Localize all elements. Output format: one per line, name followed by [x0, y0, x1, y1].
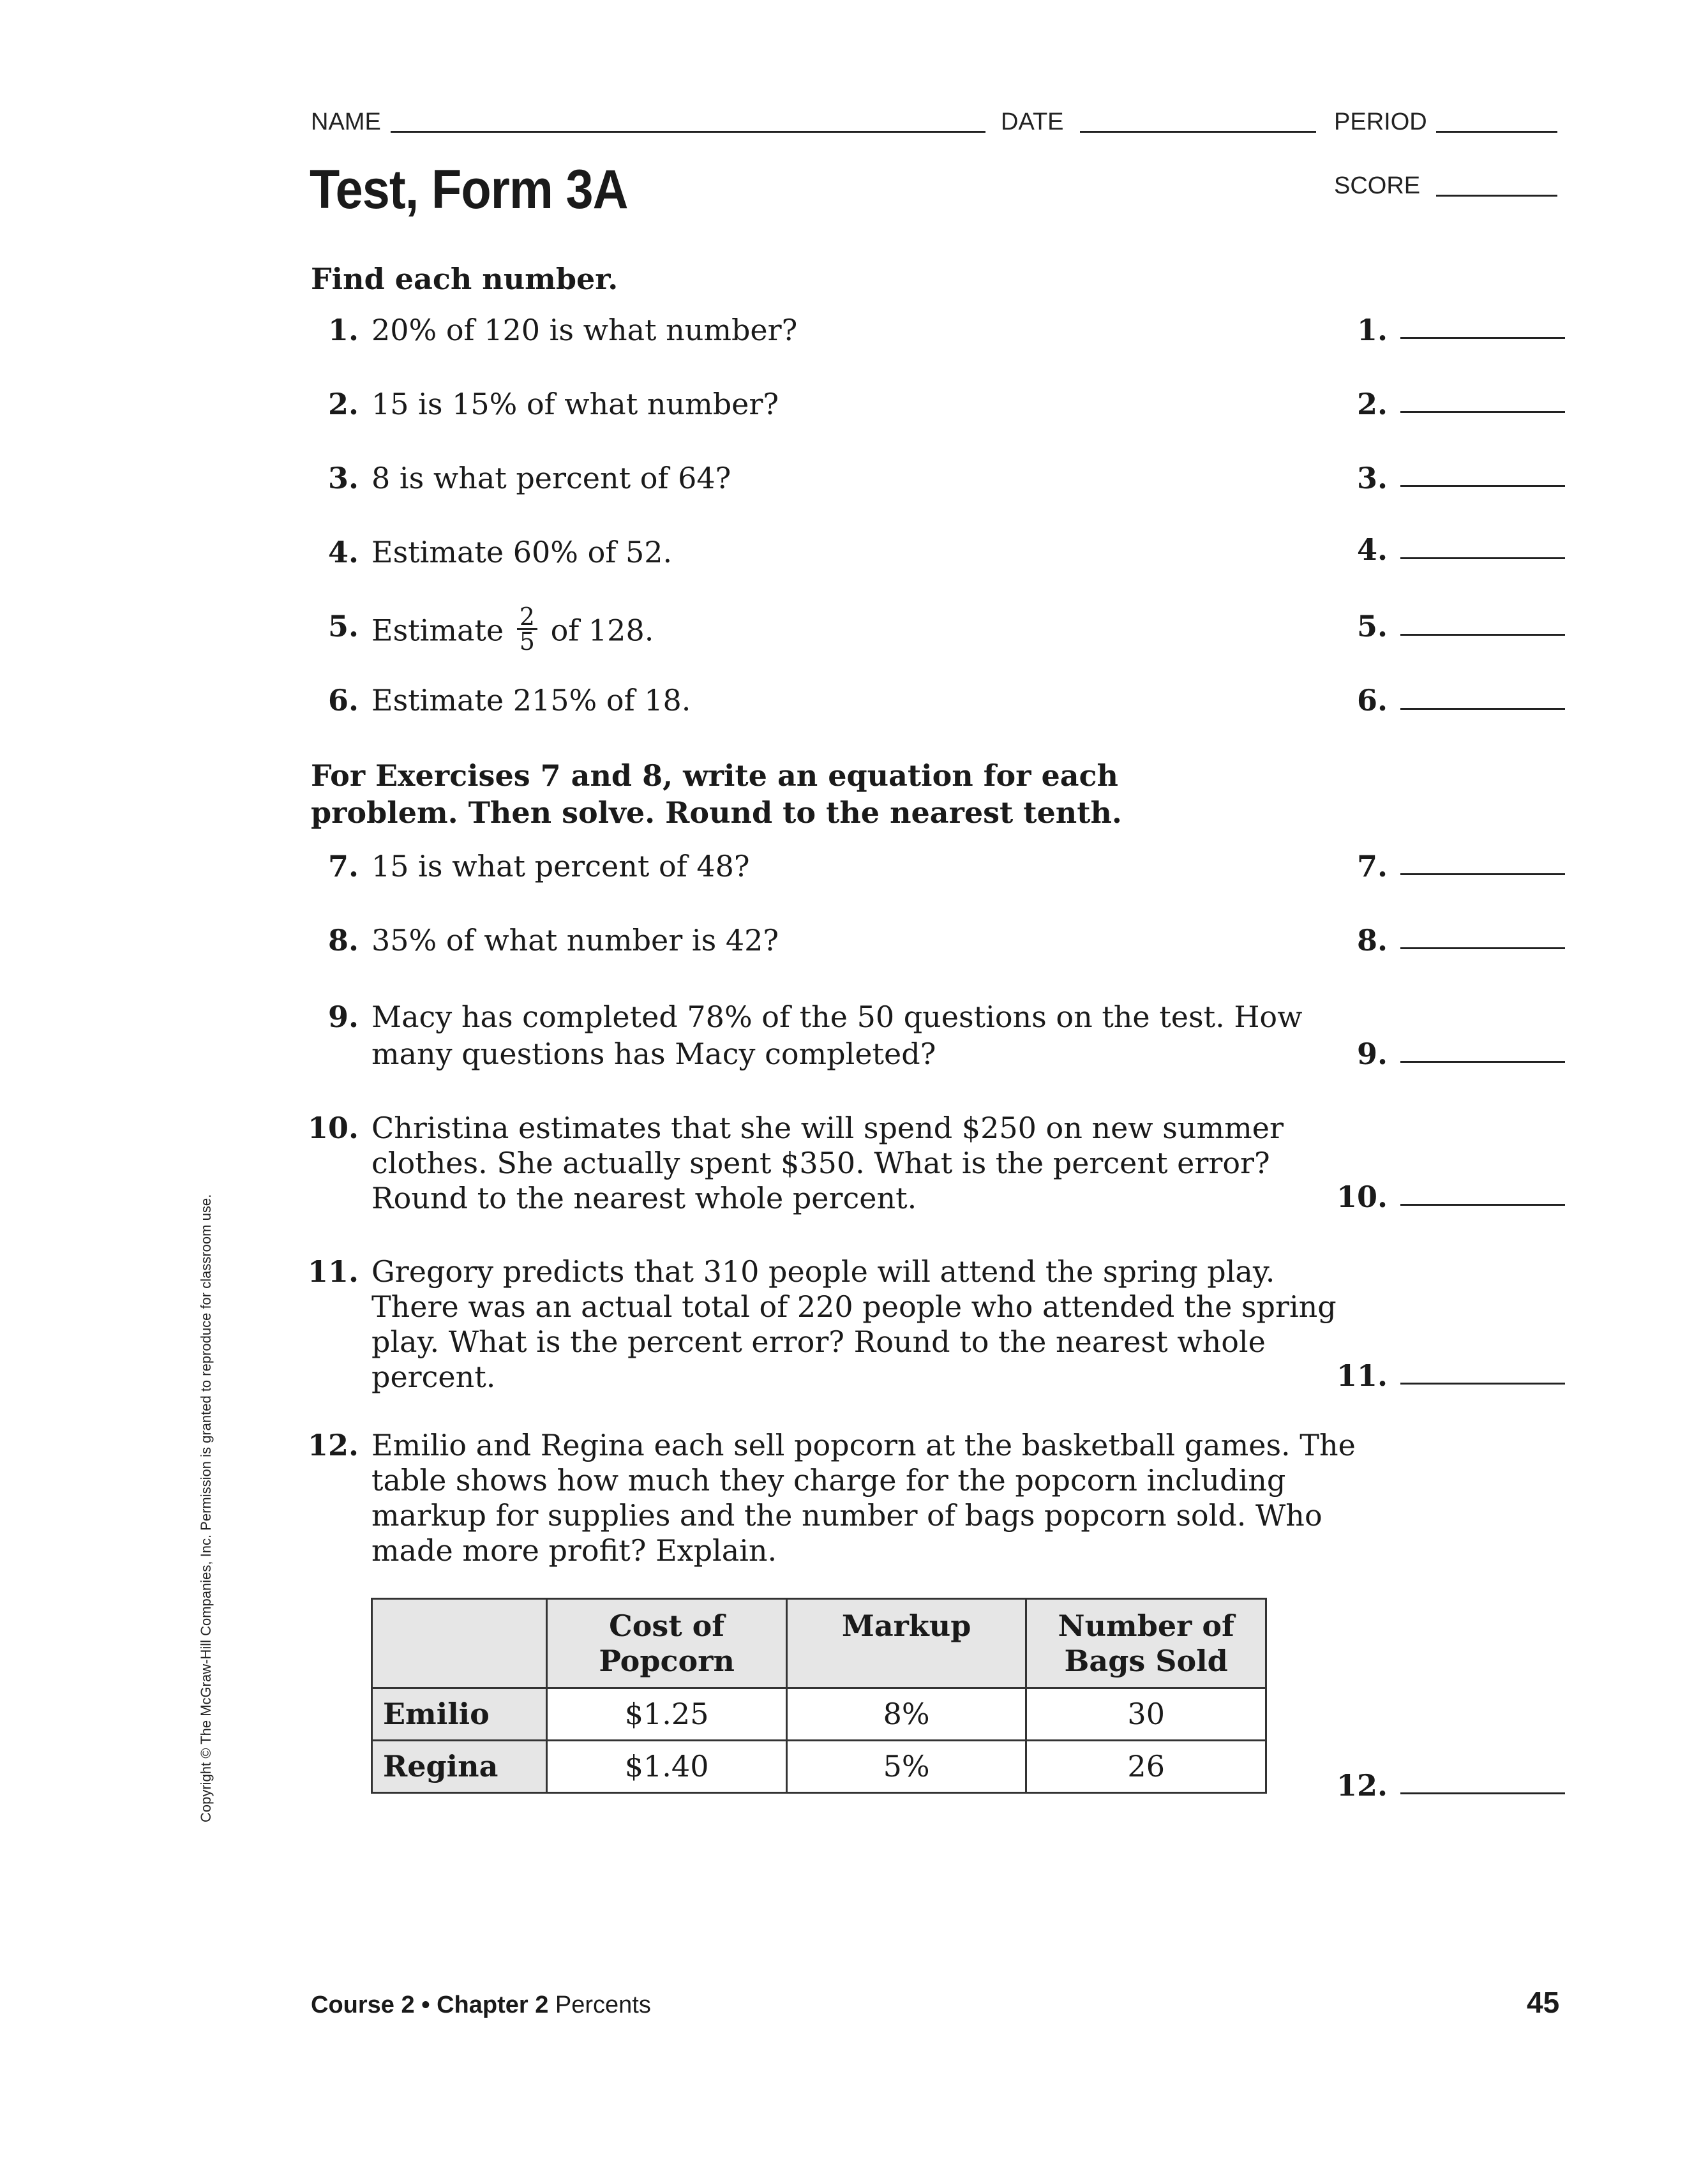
question-line: Christina estimates that she will spend $250 on new summer: [371, 1111, 1284, 1145]
fraction-denominator: 5: [519, 627, 535, 656]
table-header-row: [372, 1599, 1266, 1688]
question-text: [371, 1111, 1284, 1216]
answer-number: 6.: [1356, 683, 1388, 717]
answer-blank[interactable]: [1400, 947, 1565, 949]
answer-blank[interactable]: [1400, 873, 1565, 875]
answer-blank[interactable]: [1400, 708, 1565, 710]
question-text: [371, 1254, 1337, 1395]
question-line: markup for supplies and the number of bags popcorn sold. Who: [371, 1498, 1322, 1533]
table-header-bags: [1026, 1599, 1266, 1688]
footer-course: Course 2: [311, 1992, 415, 2018]
popcorn-table: [371, 1598, 1267, 1794]
question-number: 3.: [327, 461, 359, 495]
question-number: 7.: [327, 849, 359, 883]
period-label: PERIOD: [1334, 109, 1427, 135]
question-text: [371, 603, 654, 657]
question-line: play. What is the percent error? Round to the nearest whole: [371, 1325, 1266, 1359]
answer-number: 5.: [1356, 609, 1388, 643]
section2-instruction-line2: problem. Then solve. Round to the nearest tenth.: [311, 795, 1122, 830]
cell-cost: $1.40: [547, 1741, 787, 1793]
section2-instruction-line1: For Exercises 7 and 8, write an equation for each: [311, 758, 1118, 793]
question-number: 11.: [308, 1254, 359, 1289]
answer-number: 4.: [1356, 532, 1388, 567]
name-label: NAME: [311, 109, 381, 135]
cell-cost: $1.25: [547, 1688, 787, 1741]
header-line: Number of: [1058, 1609, 1234, 1643]
question-line: Gregory predicts that 310 people will attend the spring play.: [371, 1254, 1275, 1289]
header-line: Markup: [841, 1609, 971, 1643]
footer-chapter: Chapter 2: [437, 1992, 549, 2018]
answer-blank[interactable]: [1400, 1383, 1565, 1385]
answer-blank[interactable]: [1400, 1792, 1565, 1794]
section2-instruction: [311, 757, 1122, 831]
question-line: clothes. She actually spent $350. What is the percent error?: [371, 1146, 1270, 1180]
cell-markup: 8%: [786, 1688, 1026, 1741]
question-line: Round to the nearest whole percent.: [371, 1181, 917, 1215]
cell-bags: 26: [1026, 1741, 1266, 1793]
answer-number: 8.: [1356, 923, 1388, 957]
answer-number: 3.: [1356, 461, 1388, 495]
header-line: Popcorn: [599, 1644, 735, 1678]
question-line: Macy has completed 78% of the 50 questions on the test. How: [371, 1000, 1303, 1034]
question-number: 9.: [327, 1000, 359, 1034]
name-field[interactable]: [391, 131, 985, 133]
section1-instruction: Find each number.: [311, 262, 618, 296]
question-number: 6.: [327, 683, 359, 717]
question-text: 35% of what number is 42?: [371, 923, 779, 957]
header-line: Bags Sold: [1064, 1644, 1228, 1678]
question-number: 8.: [327, 923, 359, 957]
table-row: [372, 1741, 1266, 1793]
answer-blank[interactable]: [1400, 634, 1565, 636]
answer-number: 9.: [1356, 1037, 1388, 1071]
question-text: Estimate 215% of 18.: [371, 683, 691, 717]
question-line: table shows how much they charge for the popcorn including: [371, 1463, 1286, 1498]
question-line: There was an actual total of 220 people who attended the spring: [371, 1289, 1337, 1324]
footer-topic: Percents: [555, 1992, 651, 2018]
question-text: 20% of 120 is what number?: [371, 313, 798, 347]
answer-blank[interactable]: [1400, 485, 1565, 487]
question-number: 4.: [327, 535, 359, 569]
header-line: Cost of: [609, 1609, 725, 1643]
question-text: [371, 1428, 1356, 1568]
question-line: Emilio and Regina each sell popcorn at the basketball games. The: [371, 1428, 1356, 1462]
question-text-after: of 128.: [550, 613, 654, 648]
question-text: 15 is 15% of what number?: [371, 387, 779, 421]
answer-blank[interactable]: [1400, 557, 1565, 559]
page-title: Test, Form 3A: [310, 159, 628, 220]
answer-number: 10.: [1336, 1180, 1388, 1214]
date-field[interactable]: [1080, 131, 1316, 133]
score-label: SCORE: [1334, 172, 1421, 199]
score-field[interactable]: [1436, 195, 1557, 197]
question-number: 10.: [308, 1111, 359, 1145]
question-text: 15 is what percent of 48?: [371, 849, 750, 883]
footer-course-info: [311, 1992, 651, 2019]
question-text-before: Estimate: [371, 613, 504, 648]
period-field[interactable]: [1436, 131, 1557, 133]
question-line: percent.: [371, 1360, 496, 1394]
answer-blank[interactable]: [1400, 411, 1565, 413]
answer-number: 1.: [1356, 313, 1388, 347]
answer-number: 2.: [1356, 387, 1388, 421]
answer-blank[interactable]: [1400, 337, 1565, 339]
answer-number: 11.: [1336, 1358, 1388, 1393]
row-name: Regina: [372, 1741, 547, 1793]
answer-number: 7.: [1356, 849, 1388, 883]
date-label: DATE: [1001, 109, 1064, 135]
row-name: Emilio: [372, 1688, 547, 1741]
fraction-numerator: 2: [517, 605, 537, 630]
table-row: [372, 1688, 1266, 1741]
question-text: [371, 1000, 1303, 1072]
cell-markup: 5%: [786, 1741, 1026, 1793]
answer-blank[interactable]: [1400, 1061, 1565, 1063]
answer-number: 12.: [1336, 1768, 1388, 1803]
footer-bullet: •: [421, 1992, 430, 2018]
table-header-markup: [786, 1599, 1026, 1688]
answer-blank[interactable]: [1400, 1204, 1565, 1206]
question-number: 12.: [308, 1428, 359, 1462]
question-number: 5.: [327, 609, 359, 643]
table-header-cost: [547, 1599, 787, 1688]
cell-bags: 30: [1026, 1688, 1266, 1741]
question-line: many questions has Macy completed?: [371, 1037, 936, 1071]
table-corner-cell: [372, 1599, 547, 1688]
question-text: 8 is what percent of 64?: [371, 461, 731, 495]
question-number: 2.: [327, 387, 359, 421]
question-number: 1.: [327, 313, 359, 347]
page-number: 45: [1527, 1986, 1560, 2019]
fraction: [517, 603, 537, 656]
question-text: Estimate 60% of 52.: [371, 535, 673, 569]
copyright-notice: Copyright © The McGraw-Hill Companies, Inc. Permission is granted to reproduce for classroom use.: [198, 1194, 214, 1822]
question-line: made more profit? Explain.: [371, 1533, 777, 1568]
